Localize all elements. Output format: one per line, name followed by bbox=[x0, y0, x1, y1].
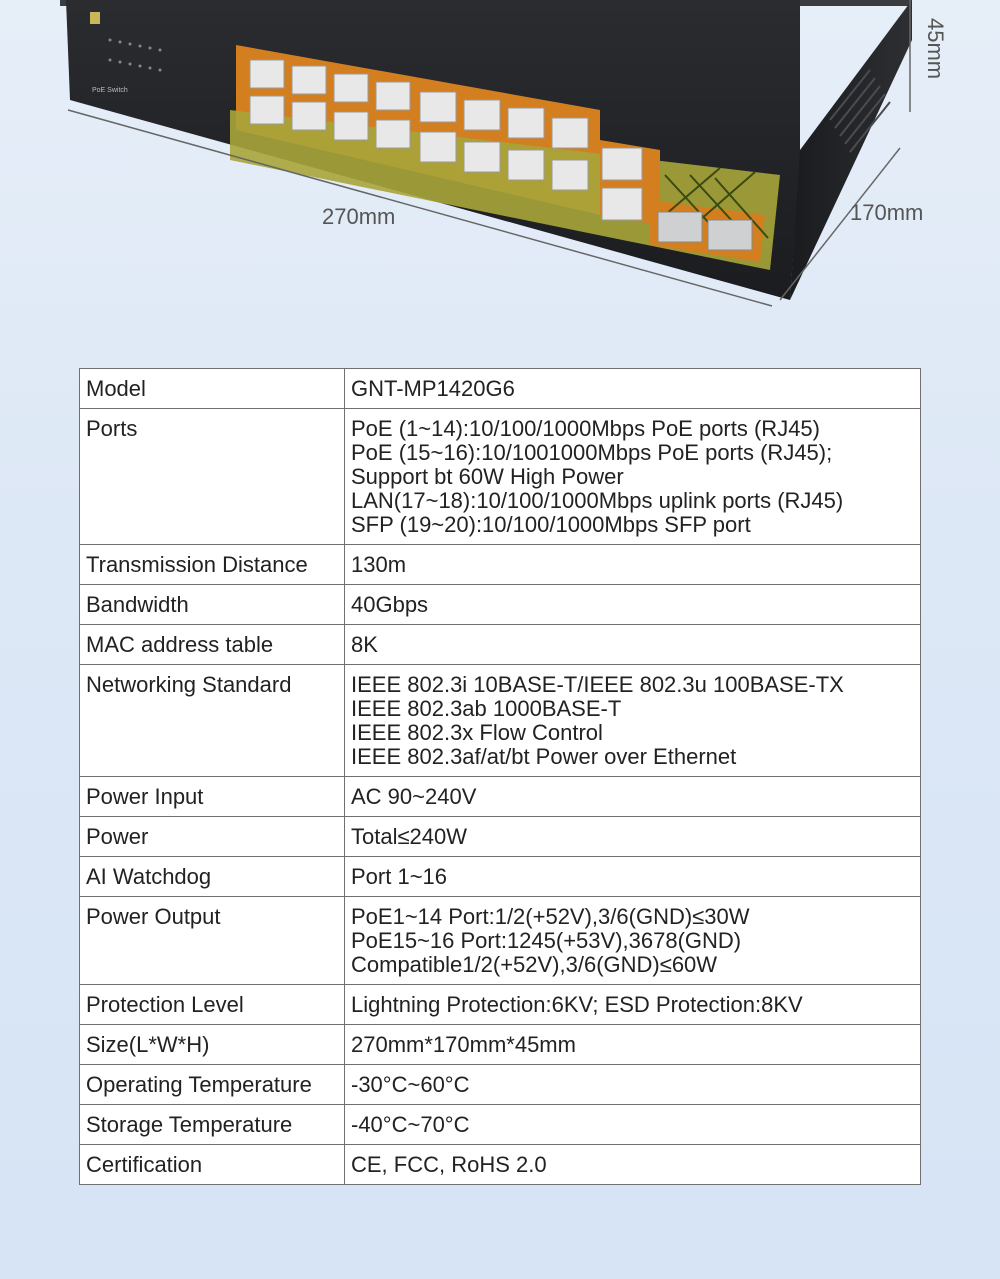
switch-image bbox=[0, 0, 1000, 330]
spec-value-line: Lightning Protection:6KV; ESD Protection:8KV bbox=[351, 992, 803, 1017]
spec-row bbox=[80, 369, 921, 409]
spec-row bbox=[80, 409, 921, 545]
spec-row bbox=[80, 545, 921, 585]
spec-key: Protection Level bbox=[80, 985, 345, 1025]
spec-value-line: 40Gbps bbox=[351, 592, 429, 617]
spec-key: Model bbox=[80, 369, 345, 409]
spec-value-line: AC 90~240V bbox=[351, 784, 477, 809]
spec-value-line: Port 1~16 bbox=[351, 864, 448, 889]
spec-key: MAC address table bbox=[80, 625, 345, 665]
spec-value-line: LAN(17~18):10/100/1000Mbps uplink ports (RJ45) bbox=[351, 488, 844, 513]
spec-value bbox=[345, 1025, 921, 1065]
spec-row bbox=[80, 1105, 921, 1145]
spec-value-line: Compatible1/2(+52V),3/6(GND)≤60W bbox=[351, 952, 718, 977]
height-dimension-label: 45mm bbox=[923, 18, 948, 80]
spec-value-line: PoE (15~16):10/1001000Mbps PoE ports (RJ45); bbox=[351, 440, 833, 465]
spec-key: Size(L*W*H) bbox=[80, 1025, 345, 1065]
spec-key: AI Watchdog bbox=[80, 857, 345, 897]
spec-value bbox=[345, 985, 921, 1025]
spec-value-line: -40°C~70°C bbox=[351, 1112, 470, 1137]
spec-row bbox=[80, 585, 921, 625]
spec-value bbox=[345, 625, 921, 665]
spec-key: Networking Standard bbox=[80, 665, 345, 777]
spec-row bbox=[80, 857, 921, 897]
product-illustration bbox=[0, 0, 1000, 330]
spec-value bbox=[345, 777, 921, 817]
spec-row bbox=[80, 1025, 921, 1065]
width-dimension-label: 270mm bbox=[322, 204, 396, 229]
spec-row bbox=[80, 897, 921, 985]
spec-row bbox=[80, 625, 921, 665]
spec-value bbox=[345, 585, 921, 625]
spec-value bbox=[345, 817, 921, 857]
spec-value-line: 8K bbox=[351, 632, 378, 657]
spec-value-line: IEEE 802.3i 10BASE-T/IEEE 802.3u 100BASE-TX bbox=[351, 672, 844, 697]
spec-key: Power Input bbox=[80, 777, 345, 817]
spec-value bbox=[345, 857, 921, 897]
spec-value-line: Support bt 60W High Power bbox=[351, 464, 624, 489]
spec-value bbox=[345, 1065, 921, 1105]
spec-value bbox=[345, 409, 921, 545]
spec-key: Operating Temperature bbox=[80, 1065, 345, 1105]
spec-key: Power Output bbox=[80, 897, 345, 985]
spec-key: Power bbox=[80, 817, 345, 857]
spec-value-line: IEEE 802.3ab 1000BASE-T bbox=[351, 696, 622, 721]
spec-value-line: GNT-MP1420G6 bbox=[351, 376, 515, 401]
spec-value-line: IEEE 802.3x Flow Control bbox=[351, 720, 603, 745]
spec-value bbox=[345, 369, 921, 409]
spec-row bbox=[80, 1065, 921, 1105]
spec-value bbox=[345, 1105, 921, 1145]
depth-dimension-label: 170mm bbox=[850, 200, 924, 225]
spec-row bbox=[80, 777, 921, 817]
spec-value-line: PoE15~16 Port:1245(+53V),3678(GND) bbox=[351, 928, 742, 953]
spec-value-line: Total≤240W bbox=[351, 824, 468, 849]
spec-value-line: 270mm*170mm*45mm bbox=[351, 1032, 576, 1057]
spec-row bbox=[80, 1145, 921, 1185]
spec-value bbox=[345, 665, 921, 777]
spec-value-line: IEEE 802.3af/at/bt Power over Ethernet bbox=[351, 744, 737, 769]
spec-row bbox=[80, 817, 921, 857]
spec-row bbox=[80, 665, 921, 777]
spec-value bbox=[345, 545, 921, 585]
spec-value-line: CE, FCC, RoHS 2.0 bbox=[351, 1152, 547, 1177]
panel-text: PoE Switch bbox=[92, 87, 128, 94]
spec-key: Certification bbox=[80, 1145, 345, 1185]
spec-value-line: -30°C~60°C bbox=[351, 1072, 470, 1097]
spec-value bbox=[345, 1145, 921, 1185]
spec-key: Bandwidth bbox=[80, 585, 345, 625]
spec-key: Ports bbox=[80, 409, 345, 545]
spec-value-line: SFP (19~20):10/100/1000Mbps SFP port bbox=[351, 512, 751, 537]
spec-value bbox=[345, 897, 921, 985]
spec-table bbox=[79, 368, 921, 1185]
spec-key: Storage Temperature bbox=[80, 1105, 345, 1145]
spec-value-line: PoE1~14 Port:1/2(+52V),3/6(GND)≤30W bbox=[351, 904, 750, 929]
spec-row bbox=[80, 985, 921, 1025]
spec-key: Transmission Distance bbox=[80, 545, 345, 585]
spec-value-line: 130m bbox=[351, 552, 407, 577]
spec-value-line: PoE (1~14):10/100/1000Mbps PoE ports (RJ45) bbox=[351, 416, 820, 441]
